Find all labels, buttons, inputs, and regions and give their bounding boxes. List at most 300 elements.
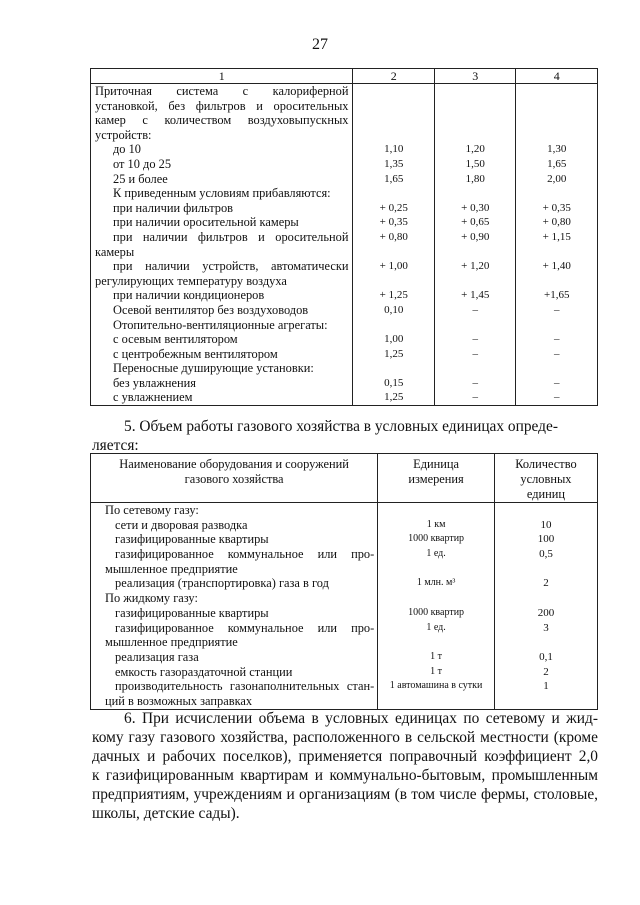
quantity-value: 100 — [537, 533, 555, 546]
row-label: при наличии фильтров и оросительной — [113, 229, 349, 244]
row-label: газифицированное коммунальное или про- — [115, 620, 375, 635]
coefficient-value — [516, 274, 597, 289]
table-row — [91, 186, 598, 201]
value-cell — [516, 99, 598, 114]
table-row — [91, 128, 598, 143]
unit-value — [378, 635, 494, 650]
table-row — [91, 347, 598, 362]
value-cell — [434, 84, 516, 99]
row-label-cell — [91, 518, 378, 533]
value-cell — [353, 99, 435, 114]
value-cell — [434, 288, 516, 303]
row-label: газифицированное коммунальное или про- — [115, 547, 375, 562]
coefficient-value — [516, 99, 597, 114]
coefficient-value: + 0,80 — [379, 230, 408, 243]
coefficient-value — [435, 274, 516, 289]
coefficient-value: + 0,35 — [379, 216, 408, 229]
quantity-cell — [494, 635, 597, 650]
table-row — [91, 99, 598, 114]
table-row — [91, 591, 598, 606]
quantity-value — [495, 591, 597, 606]
column-header: 4 — [516, 69, 598, 84]
coefficient-value — [516, 245, 597, 260]
quantity-value: 1 — [543, 680, 549, 693]
value-cell — [353, 318, 435, 333]
value-cell — [434, 99, 516, 114]
value-cell — [434, 230, 516, 245]
coefficient-value: 1,50 — [465, 157, 485, 170]
coefficient-value: + 0,90 — [461, 230, 490, 243]
coefficient-value: – — [553, 391, 560, 404]
coefficient-value: – — [472, 333, 478, 346]
coefficient-value: + 1,40 — [542, 260, 571, 273]
value-cell — [434, 113, 516, 128]
table-row — [91, 318, 598, 333]
value-cell — [353, 84, 435, 99]
row-label: до 10 — [113, 142, 141, 157]
coefficient-value — [353, 274, 434, 289]
value-cell — [353, 347, 435, 362]
row-label-cell — [91, 245, 353, 260]
table-row — [91, 665, 598, 680]
unit-cell — [378, 621, 495, 636]
coefficient-value — [353, 361, 434, 376]
table-row — [91, 332, 598, 347]
row-label-cell — [91, 591, 378, 606]
unit-cell — [378, 635, 495, 650]
row-label: от 10 до 25 — [113, 156, 172, 171]
value-cell — [516, 113, 598, 128]
section-5-paragraph — [92, 417, 598, 455]
value-cell — [353, 274, 435, 289]
unit-cell — [378, 518, 495, 533]
value-cell — [434, 157, 516, 172]
section-6-paragraph — [92, 709, 598, 823]
coefficient-value — [353, 99, 434, 114]
table-row — [91, 274, 598, 289]
coefficient-value: +1,65 — [544, 289, 570, 302]
quantity-cell — [494, 650, 597, 665]
value-cell — [353, 186, 435, 201]
coefficient-value — [353, 186, 434, 201]
gas-facilities-table — [90, 453, 598, 710]
row-label-cell — [91, 376, 353, 391]
coefficient-value: 1,65 — [547, 157, 567, 170]
section-5-line: 5. Объем работы газового хозяйства в условных единицах опреде- — [124, 418, 558, 435]
row-label-cell — [91, 332, 353, 347]
value-cell — [516, 274, 598, 289]
coefficient-value: 1,25 — [384, 391, 404, 404]
table-row — [91, 201, 598, 216]
row-label: регулирующих температуру воздуха — [95, 273, 287, 288]
value-cell — [516, 157, 598, 172]
row-label-cell — [91, 274, 353, 289]
unit-cell — [378, 606, 495, 621]
coefficient-value — [516, 84, 597, 99]
table-row — [91, 547, 598, 562]
quantity-value — [495, 562, 597, 577]
quantity-value: 2 — [543, 577, 549, 590]
row-label-cell — [91, 665, 378, 680]
table-row — [91, 157, 598, 172]
row-label-cell — [91, 172, 353, 187]
row-label-cell — [91, 99, 353, 114]
quantity-cell — [494, 503, 597, 518]
row-label: при наличии кондиционеров — [113, 288, 265, 303]
quantity-cell — [494, 694, 597, 709]
row-label: По сетевому газу: — [105, 503, 199, 517]
table-row — [91, 245, 598, 260]
unit-cell — [378, 576, 495, 591]
value-cell — [516, 347, 598, 362]
unit-cell — [378, 503, 495, 518]
coefficient-value: 0,15 — [384, 376, 404, 389]
quantity-cell — [494, 621, 597, 636]
unit-value — [378, 503, 494, 518]
table-row — [91, 518, 598, 533]
unit-value — [378, 591, 494, 606]
column-header: 1 — [91, 69, 353, 84]
value-cell — [434, 390, 516, 405]
unit-cell — [378, 547, 495, 562]
table-row — [91, 576, 598, 591]
coefficient-value: 0,10 — [384, 303, 404, 316]
value-cell — [516, 201, 598, 216]
table-row — [91, 142, 598, 157]
coefficient-value — [353, 84, 434, 99]
row-label: при наличии оросительной камеры — [113, 215, 299, 230]
table-row — [91, 113, 598, 128]
unit-cell — [378, 694, 495, 709]
value-cell — [434, 303, 516, 318]
coefficient-value: – — [553, 376, 560, 389]
row-label: Приточная система с калориферной — [95, 84, 349, 98]
row-label: при наличии устройств, автоматически — [113, 259, 349, 274]
value-cell — [353, 128, 435, 143]
row-label-cell — [91, 157, 353, 172]
value-cell — [516, 318, 598, 333]
value-cell — [353, 201, 435, 216]
coefficient-value — [353, 113, 434, 128]
row-label-cell — [91, 361, 353, 376]
row-label: без увлажнения — [113, 375, 197, 390]
value-cell — [353, 215, 435, 230]
coefficient-value: 1,30 — [547, 143, 567, 156]
row-label-cell — [91, 621, 378, 636]
row-label: 25 и более — [113, 171, 168, 186]
row-label: мышленное предприятие — [105, 561, 238, 576]
section-6-line: кому газу газового хозяйства, расположенного в сельской местности (кроме — [92, 729, 598, 746]
value-cell — [353, 390, 435, 405]
quantity-value: 2 — [543, 665, 549, 678]
coefficient-value: – — [472, 376, 478, 389]
value-cell — [516, 259, 598, 274]
table-row — [91, 650, 598, 665]
table-row — [91, 259, 598, 274]
quantity-value: 10 — [540, 518, 552, 531]
row-label: с увлажнением — [113, 390, 193, 405]
row-label: ций в возможных заправках — [105, 693, 253, 708]
row-label-cell — [91, 186, 353, 201]
value-cell — [434, 347, 516, 362]
coefficient-value — [435, 99, 516, 114]
coefficient-value: – — [472, 347, 478, 360]
row-label: газифицированные квартиры — [115, 605, 269, 620]
row-label: при наличии фильтров — [113, 200, 234, 215]
value-cell — [434, 128, 516, 143]
column-header: 3 — [434, 69, 516, 84]
table-row — [91, 532, 598, 547]
quantity-value: 200 — [537, 606, 555, 619]
unit-cell — [378, 532, 495, 547]
value-cell — [434, 332, 516, 347]
coefficient-value: – — [553, 303, 560, 316]
value-cell — [434, 201, 516, 216]
value-cell — [353, 157, 435, 172]
coefficient-value — [435, 128, 516, 143]
row-label: реализация (транспортировка) газа в год — [115, 576, 329, 591]
table-row — [91, 694, 598, 709]
row-label: По жидкому газу: — [105, 591, 198, 606]
row-label-cell — [91, 547, 378, 562]
table-row — [91, 679, 598, 694]
row-label-cell — [91, 679, 378, 694]
row-label: с осевым вентилятором — [113, 332, 238, 347]
value-cell — [434, 172, 516, 187]
table-row — [91, 361, 598, 376]
value-cell — [516, 84, 598, 99]
row-label: камеры — [95, 244, 135, 259]
value-cell — [434, 245, 516, 260]
value-cell — [353, 288, 435, 303]
row-label-cell — [91, 390, 353, 405]
value-cell — [353, 245, 435, 260]
row-label-cell — [91, 142, 353, 157]
table-row — [91, 215, 598, 230]
column-header: Единица измерения — [378, 454, 495, 503]
row-label: газифицированные квартиры — [115, 532, 269, 547]
quantity-cell — [494, 562, 597, 577]
value-cell — [516, 288, 598, 303]
value-cell — [434, 376, 516, 391]
table-row — [91, 562, 598, 577]
coefficient-value: + 1,25 — [379, 289, 408, 302]
row-label: мышленное предприятие — [105, 635, 238, 650]
value-cell — [434, 215, 516, 230]
row-label-cell — [91, 694, 378, 709]
table-row — [91, 635, 598, 650]
unit-cell — [378, 562, 495, 577]
row-label-cell — [91, 318, 353, 333]
coefficients-table — [90, 68, 598, 406]
row-label: производительность газонаполнительных стан- — [115, 679, 375, 694]
value-cell — [516, 245, 598, 260]
value-cell — [516, 142, 598, 157]
quantity-cell — [494, 532, 597, 547]
table-row — [91, 303, 598, 318]
unit-value: 1 автомашина в сутки — [389, 680, 483, 692]
unit-value — [378, 694, 494, 709]
coefficient-value: + 0,65 — [461, 216, 490, 229]
value-cell — [434, 259, 516, 274]
unit-cell — [378, 679, 495, 694]
unit-value: 1 т — [430, 665, 443, 677]
section-6-line: дачных и рабочих поселков), применяется поправочный коэффициент 2,0 — [92, 748, 598, 765]
row-label-cell — [91, 650, 378, 665]
coefficient-value: + 0,30 — [461, 201, 490, 214]
table-row — [91, 376, 598, 391]
value-cell — [353, 303, 435, 318]
row-label-cell — [91, 128, 353, 143]
coefficient-value — [516, 318, 597, 333]
unit-value — [378, 562, 494, 577]
value-cell — [434, 318, 516, 333]
quantity-value: 3 — [543, 621, 549, 634]
value-cell — [353, 361, 435, 376]
table-row — [91, 288, 598, 303]
row-label-cell — [91, 201, 353, 216]
table-header-row — [91, 454, 598, 503]
quantity-value: 0,5 — [539, 548, 553, 561]
row-label-cell — [91, 562, 378, 577]
table-row — [91, 84, 598, 99]
coefficient-value: + 1,00 — [379, 260, 408, 273]
column-header: 2 — [353, 69, 435, 84]
value-cell — [516, 361, 598, 376]
value-cell — [516, 186, 598, 201]
row-label-cell — [91, 532, 378, 547]
coefficient-value — [516, 128, 597, 143]
row-label: К приведенным условиям прибавляются: — [113, 186, 331, 201]
row-label-cell — [91, 635, 378, 650]
unit-value: 1000 квартир — [408, 533, 465, 545]
value-cell — [434, 186, 516, 201]
coefficient-value: + 1,15 — [542, 230, 571, 243]
row-label: Отопительно-вентиляционные агрегаты: — [113, 317, 328, 332]
value-cell — [434, 274, 516, 289]
coefficient-value: + 0,25 — [379, 201, 408, 214]
coefficient-value: + 1,20 — [461, 260, 490, 273]
value-cell — [353, 142, 435, 157]
row-label: сети и дворовая разводка — [115, 517, 248, 532]
table-row — [91, 621, 598, 636]
coefficient-value: + 0,35 — [542, 201, 571, 214]
unit-value: 1 км — [426, 518, 446, 530]
value-cell — [434, 142, 516, 157]
page-number: 27 — [312, 36, 328, 53]
coefficient-value — [435, 186, 516, 201]
value-cell — [516, 128, 598, 143]
quantity-cell — [494, 547, 597, 562]
value-cell — [516, 215, 598, 230]
table-row — [91, 172, 598, 187]
coefficient-value — [353, 128, 434, 143]
quantity-cell — [494, 606, 597, 621]
coefficient-value — [435, 245, 516, 260]
quantity-cell — [494, 576, 597, 591]
value-cell — [516, 230, 598, 245]
value-cell — [353, 113, 435, 128]
value-cell — [516, 172, 598, 187]
coefficient-value: + 0,80 — [542, 216, 571, 229]
coefficient-value: + 1,45 — [461, 289, 490, 302]
coefficient-value — [516, 186, 597, 201]
value-cell — [516, 390, 598, 405]
coefficient-value: 1,10 — [384, 143, 404, 156]
value-cell — [353, 259, 435, 274]
coefficient-value — [353, 318, 434, 333]
unit-cell — [378, 591, 495, 606]
section-6-line: к газифицированным квартирам и коммунально-бытовым, промышленным — [92, 767, 598, 784]
coefficient-value — [516, 113, 597, 128]
coefficient-value: – — [472, 391, 478, 404]
row-label: емкость газораздаточной станции — [115, 664, 293, 679]
coefficient-value: 1,80 — [465, 172, 485, 185]
table-row — [91, 503, 598, 518]
coefficient-value: 1,35 — [384, 157, 404, 170]
value-cell — [516, 376, 598, 391]
value-cell — [353, 332, 435, 347]
row-label-cell — [91, 303, 353, 318]
row-label: реализация газа — [115, 649, 199, 664]
table-row — [91, 606, 598, 621]
coefficient-value: 1,00 — [384, 333, 404, 346]
row-label: установкой, без фильтров и оросительных — [95, 98, 349, 113]
value-cell — [516, 332, 598, 347]
coefficient-value: – — [553, 333, 560, 346]
coefficient-value — [516, 361, 597, 376]
unit-value: 1 ед. — [426, 621, 446, 633]
coefficient-value: 1,20 — [465, 143, 485, 156]
row-label-cell — [91, 259, 353, 274]
coefficient-value: 2,00 — [547, 172, 567, 185]
value-cell — [434, 361, 516, 376]
value-cell — [353, 376, 435, 391]
row-label-cell — [91, 503, 378, 518]
row-label: камер с количеством воздуховыпускных — [95, 113, 349, 128]
value-cell — [353, 230, 435, 245]
row-label-cell — [91, 576, 378, 591]
row-label: устройств: — [95, 127, 152, 142]
coefficient-value — [435, 318, 516, 333]
column-header: Наименование оборудования и сооружений газового хозяйства — [91, 454, 378, 503]
unit-value: 1000 квартир — [408, 606, 465, 618]
row-label-cell — [91, 113, 353, 128]
coefficient-value: – — [553, 347, 560, 360]
coefficient-value — [435, 84, 516, 99]
column-header: Количество условных единиц — [494, 454, 597, 503]
quantity-value — [495, 503, 597, 518]
row-label: с центробежным вентилятором — [113, 346, 278, 361]
value-cell — [353, 172, 435, 187]
row-label-cell — [91, 215, 353, 230]
quantity-cell — [494, 518, 597, 533]
row-label-cell — [91, 606, 378, 621]
coefficient-value: 1,25 — [384, 347, 404, 360]
row-label: Осевой вентилятор без воздуховодов — [113, 302, 309, 317]
section-6-line: предприятиям, учреждениям и организациям (в том числе фермы, столовые, — [92, 786, 598, 803]
coefficient-value — [353, 245, 434, 260]
section-6-line: школы, детские сады). — [92, 805, 240, 822]
value-cell — [516, 303, 598, 318]
quantity-value — [495, 635, 597, 650]
row-label: Переносные душирующие установки: — [113, 361, 314, 376]
row-label-cell — [91, 288, 353, 303]
coefficient-value: 1,65 — [384, 172, 404, 185]
unit-cell — [378, 665, 495, 680]
row-label-cell — [91, 347, 353, 362]
quantity-value — [495, 694, 597, 709]
